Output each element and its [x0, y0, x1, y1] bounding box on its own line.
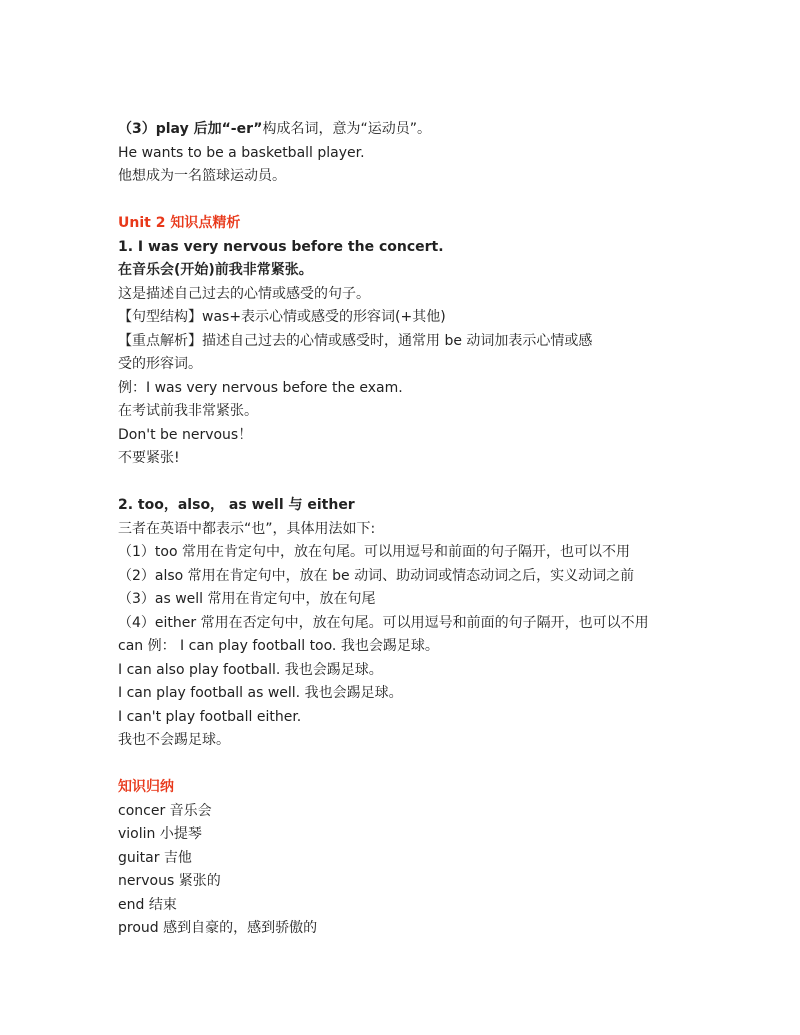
point2-line: （2）also 常用在肯定句中，放在 be 动词、助动词或情态动词之后，实义动词之前 — [118, 567, 635, 584]
point2-line: 我也不会踢足球。 — [118, 732, 230, 748]
point1-title-en: 1. I was very nervous before the concert. — [118, 238, 444, 255]
point1-line: 例：I was very nervous before the exam. — [118, 379, 403, 396]
point2-line: can 例： I can play football too. 我也会踢足球。 — [118, 638, 439, 654]
point2-line: I can play football as well. 我也会踢足球。 — [118, 685, 403, 701]
point2-title: 2. too，also， as well 与 either — [118, 497, 355, 513]
spacer — [118, 189, 778, 213]
point2-line: （4）either 常用在否定句中，放在句尾。可以用逗号和前面的句子隔开，也可以不用 — [118, 614, 649, 631]
play-er-heading — [118, 118, 778, 142]
vocab-item: end 结束 — [118, 896, 177, 913]
play-er-example-en: He wants to be a basketball player. — [118, 144, 365, 161]
point1-line: 【重点解析】描述自己过去的心情或感受时，通常用 be 动词加表示心情或感 — [118, 332, 593, 349]
play-er-heading-bold: （3）play 后加“-er” — [118, 121, 263, 137]
point2-line: I can't play football either. — [118, 708, 302, 725]
point2-line: （1）too 常用在肯定句中，放在句尾。可以用逗号和前面的句子隔开，也可以不用 — [118, 544, 630, 560]
spacer — [118, 471, 778, 495]
point1-line: 在考试前我非常紧张。 — [118, 403, 258, 419]
vocab-item: guitar 吉他 — [118, 849, 192, 866]
unit2-title: Unit 2 知识点精析 — [118, 215, 241, 231]
point1-line: 不要紧张! — [118, 450, 180, 466]
point1-line: 受的形容词。 — [118, 356, 202, 372]
play-er-heading-rest: 构成名词，意为“运动员”。 — [262, 121, 431, 137]
play-er-example-zh: 他想成为一名篮球运动员。 — [118, 168, 286, 184]
vocab-item: concer 音乐会 — [118, 802, 212, 819]
summary-title: 知识归纳 — [118, 779, 174, 795]
point2-line: I can also play football. 我也会踢足球。 — [118, 661, 383, 678]
point1-line: 【句型结构】was+表示心情或感受的形容词(+其他) — [118, 309, 446, 325]
point1-title-zh: 在音乐会(开始)前我非常紧张。 — [118, 262, 313, 278]
point1-line: Don't be nervous！ — [118, 426, 253, 443]
point2-line: （3）as well 常用在肯定句中，放在句尾 — [118, 591, 376, 607]
point1-line: 这是描述自己过去的心情或感受的句子。 — [118, 285, 370, 302]
document-page — [118, 118, 778, 941]
vocab-item: proud 感到自豪的，感到骄傲的 — [118, 920, 318, 936]
point2-line: 三者在英语中都表示“也”，具体用法如下: — [118, 520, 376, 537]
spacer — [118, 753, 778, 777]
vocab-item: violin 小提琴 — [118, 826, 202, 842]
vocab-item: nervous 紧张的 — [118, 873, 221, 889]
